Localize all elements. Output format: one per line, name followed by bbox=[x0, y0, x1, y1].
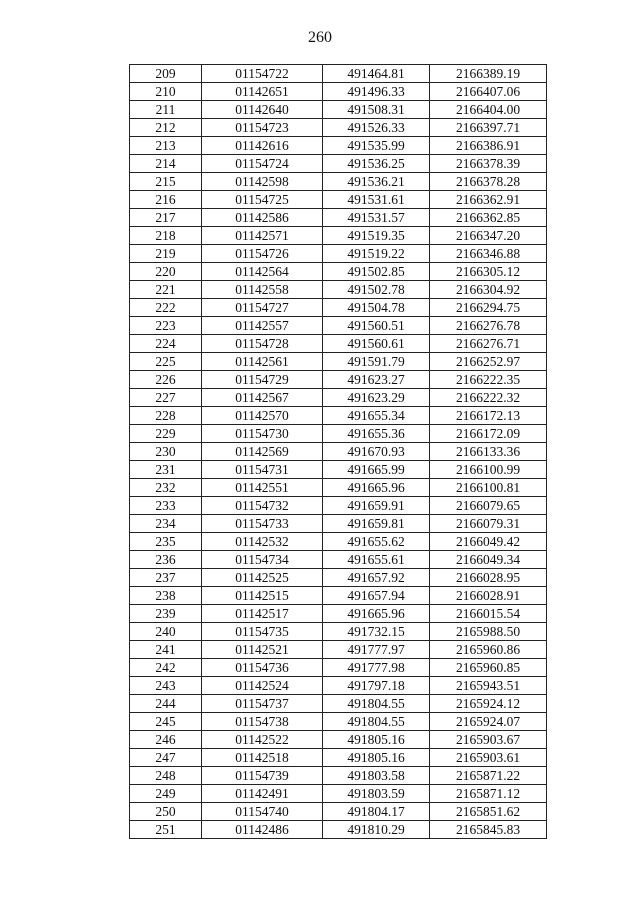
x-coordinate-cell: 491591.79 bbox=[323, 353, 430, 371]
x-coordinate-cell: 491655.61 bbox=[323, 551, 430, 569]
row-index-cell: 229 bbox=[130, 425, 202, 443]
y-coordinate-cell: 2166172.13 bbox=[430, 407, 547, 425]
point-id-cell: 01142522 bbox=[202, 731, 323, 749]
table-row bbox=[130, 515, 547, 533]
row-index-cell: 242 bbox=[130, 659, 202, 677]
table-row bbox=[130, 659, 547, 677]
point-id-cell: 01142532 bbox=[202, 533, 323, 551]
point-id-cell: 01154736 bbox=[202, 659, 323, 677]
table-row bbox=[130, 785, 547, 803]
y-coordinate-cell: 2165960.86 bbox=[430, 641, 547, 659]
y-coordinate-cell: 2166222.35 bbox=[430, 371, 547, 389]
point-id-cell: 01142486 bbox=[202, 821, 323, 839]
table-row bbox=[130, 119, 547, 137]
row-index-cell: 224 bbox=[130, 335, 202, 353]
x-coordinate-cell: 491803.59 bbox=[323, 785, 430, 803]
point-id-cell: 01154723 bbox=[202, 119, 323, 137]
x-coordinate-cell: 491804.17 bbox=[323, 803, 430, 821]
row-index-cell: 222 bbox=[130, 299, 202, 317]
row-index-cell: 220 bbox=[130, 263, 202, 281]
y-coordinate-cell: 2166015.54 bbox=[430, 605, 547, 623]
point-id-cell: 01142517 bbox=[202, 605, 323, 623]
table-row bbox=[130, 587, 547, 605]
y-coordinate-cell: 2166100.81 bbox=[430, 479, 547, 497]
y-coordinate-cell: 2166028.95 bbox=[430, 569, 547, 587]
row-index-cell: 249 bbox=[130, 785, 202, 803]
table-row bbox=[130, 803, 547, 821]
row-index-cell: 251 bbox=[130, 821, 202, 839]
table-row bbox=[130, 497, 547, 515]
point-id-cell: 01154733 bbox=[202, 515, 323, 533]
x-coordinate-cell: 491502.78 bbox=[323, 281, 430, 299]
y-coordinate-cell: 2166049.42 bbox=[430, 533, 547, 551]
point-id-cell: 01154724 bbox=[202, 155, 323, 173]
x-coordinate-cell: 491804.55 bbox=[323, 713, 430, 731]
point-id-cell: 01154732 bbox=[202, 497, 323, 515]
y-coordinate-cell: 2165960.85 bbox=[430, 659, 547, 677]
x-coordinate-cell: 491623.27 bbox=[323, 371, 430, 389]
y-coordinate-cell: 2166133.36 bbox=[430, 443, 547, 461]
row-index-cell: 237 bbox=[130, 569, 202, 587]
table-row bbox=[130, 821, 547, 839]
y-coordinate-cell: 2166276.71 bbox=[430, 335, 547, 353]
x-coordinate-cell: 491655.62 bbox=[323, 533, 430, 551]
point-id-cell: 01142567 bbox=[202, 389, 323, 407]
point-id-cell: 01142491 bbox=[202, 785, 323, 803]
y-coordinate-cell: 2165924.07 bbox=[430, 713, 547, 731]
point-id-cell: 01142561 bbox=[202, 353, 323, 371]
y-coordinate-cell: 2165851.62 bbox=[430, 803, 547, 821]
table-row bbox=[130, 83, 547, 101]
x-coordinate-cell: 491560.61 bbox=[323, 335, 430, 353]
row-index-cell: 245 bbox=[130, 713, 202, 731]
row-index-cell: 239 bbox=[130, 605, 202, 623]
row-index-cell: 212 bbox=[130, 119, 202, 137]
y-coordinate-cell: 2166397.71 bbox=[430, 119, 547, 137]
row-index-cell: 240 bbox=[130, 623, 202, 641]
point-id-cell: 01142557 bbox=[202, 317, 323, 335]
row-index-cell: 248 bbox=[130, 767, 202, 785]
point-id-cell: 01142598 bbox=[202, 173, 323, 191]
row-index-cell: 211 bbox=[130, 101, 202, 119]
x-coordinate-cell: 491531.61 bbox=[323, 191, 430, 209]
table-row bbox=[130, 479, 547, 497]
table-row bbox=[130, 227, 547, 245]
table-row bbox=[130, 389, 547, 407]
x-coordinate-cell: 491560.51 bbox=[323, 317, 430, 335]
row-index-cell: 232 bbox=[130, 479, 202, 497]
point-id-cell: 01142524 bbox=[202, 677, 323, 695]
table-row bbox=[130, 533, 547, 551]
row-index-cell: 247 bbox=[130, 749, 202, 767]
table-row bbox=[130, 551, 547, 569]
y-coordinate-cell: 2166346.88 bbox=[430, 245, 547, 263]
row-index-cell: 226 bbox=[130, 371, 202, 389]
table-row bbox=[130, 191, 547, 209]
x-coordinate-cell: 491665.99 bbox=[323, 461, 430, 479]
y-coordinate-cell: 2165988.50 bbox=[430, 623, 547, 641]
row-index-cell: 238 bbox=[130, 587, 202, 605]
row-index-cell: 214 bbox=[130, 155, 202, 173]
point-id-cell: 01142640 bbox=[202, 101, 323, 119]
x-coordinate-cell: 491805.16 bbox=[323, 749, 430, 767]
table-row bbox=[130, 713, 547, 731]
point-id-cell: 01142570 bbox=[202, 407, 323, 425]
y-coordinate-cell: 2165871.12 bbox=[430, 785, 547, 803]
point-id-cell: 01142571 bbox=[202, 227, 323, 245]
point-id-cell: 01142558 bbox=[202, 281, 323, 299]
point-id-cell: 01154734 bbox=[202, 551, 323, 569]
coordinates-table-body bbox=[130, 65, 547, 839]
x-coordinate-cell: 491508.31 bbox=[323, 101, 430, 119]
point-id-cell: 01142651 bbox=[202, 83, 323, 101]
table-row bbox=[130, 569, 547, 587]
row-index-cell: 244 bbox=[130, 695, 202, 713]
table-row bbox=[130, 101, 547, 119]
table-row bbox=[130, 731, 547, 749]
point-id-cell: 01154725 bbox=[202, 191, 323, 209]
x-coordinate-cell: 491623.29 bbox=[323, 389, 430, 407]
y-coordinate-cell: 2165943.51 bbox=[430, 677, 547, 695]
x-coordinate-cell: 491670.93 bbox=[323, 443, 430, 461]
table-row bbox=[130, 65, 547, 83]
row-index-cell: 228 bbox=[130, 407, 202, 425]
row-index-cell: 223 bbox=[130, 317, 202, 335]
point-id-cell: 01154738 bbox=[202, 713, 323, 731]
x-coordinate-cell: 491665.96 bbox=[323, 605, 430, 623]
table-row bbox=[130, 677, 547, 695]
point-id-cell: 01142586 bbox=[202, 209, 323, 227]
x-coordinate-cell: 491810.29 bbox=[323, 821, 430, 839]
row-index-cell: 243 bbox=[130, 677, 202, 695]
row-index-cell: 217 bbox=[130, 209, 202, 227]
y-coordinate-cell: 2166378.28 bbox=[430, 173, 547, 191]
row-index-cell: 218 bbox=[130, 227, 202, 245]
y-coordinate-cell: 2166407.06 bbox=[430, 83, 547, 101]
y-coordinate-cell: 2166172.09 bbox=[430, 425, 547, 443]
table-row bbox=[130, 695, 547, 713]
y-coordinate-cell: 2165845.83 bbox=[430, 821, 547, 839]
y-coordinate-cell: 2166304.92 bbox=[430, 281, 547, 299]
point-id-cell: 01154730 bbox=[202, 425, 323, 443]
x-coordinate-cell: 491526.33 bbox=[323, 119, 430, 137]
table-row bbox=[130, 281, 547, 299]
table-row bbox=[130, 353, 547, 371]
table-row bbox=[130, 173, 547, 191]
y-coordinate-cell: 2165903.67 bbox=[430, 731, 547, 749]
x-coordinate-cell: 491464.81 bbox=[323, 65, 430, 83]
x-coordinate-cell: 491659.81 bbox=[323, 515, 430, 533]
y-coordinate-cell: 2166079.65 bbox=[430, 497, 547, 515]
x-coordinate-cell: 491535.99 bbox=[323, 137, 430, 155]
x-coordinate-cell: 491504.78 bbox=[323, 299, 430, 317]
x-coordinate-cell: 491536.25 bbox=[323, 155, 430, 173]
y-coordinate-cell: 2166100.99 bbox=[430, 461, 547, 479]
y-coordinate-cell: 2166079.31 bbox=[430, 515, 547, 533]
point-id-cell: 01154739 bbox=[202, 767, 323, 785]
row-index-cell: 213 bbox=[130, 137, 202, 155]
row-index-cell: 231 bbox=[130, 461, 202, 479]
y-coordinate-cell: 2166347.20 bbox=[430, 227, 547, 245]
x-coordinate-cell: 491805.16 bbox=[323, 731, 430, 749]
coordinates-table bbox=[129, 64, 547, 839]
y-coordinate-cell: 2165871.22 bbox=[430, 767, 547, 785]
point-id-cell: 01142569 bbox=[202, 443, 323, 461]
point-id-cell: 01154722 bbox=[202, 65, 323, 83]
x-coordinate-cell: 491803.58 bbox=[323, 767, 430, 785]
y-coordinate-cell: 2165903.61 bbox=[430, 749, 547, 767]
x-coordinate-cell: 491519.22 bbox=[323, 245, 430, 263]
y-coordinate-cell: 2166362.85 bbox=[430, 209, 547, 227]
row-index-cell: 225 bbox=[130, 353, 202, 371]
point-id-cell: 01142515 bbox=[202, 587, 323, 605]
row-index-cell: 250 bbox=[130, 803, 202, 821]
row-index-cell: 209 bbox=[130, 65, 202, 83]
table-row bbox=[130, 407, 547, 425]
row-index-cell: 221 bbox=[130, 281, 202, 299]
row-index-cell: 219 bbox=[130, 245, 202, 263]
point-id-cell: 01154726 bbox=[202, 245, 323, 263]
x-coordinate-cell: 491732.15 bbox=[323, 623, 430, 641]
table-row bbox=[130, 245, 547, 263]
y-coordinate-cell: 2166294.75 bbox=[430, 299, 547, 317]
page-number: 260 bbox=[308, 29, 332, 46]
table-row bbox=[130, 137, 547, 155]
x-coordinate-cell: 491655.34 bbox=[323, 407, 430, 425]
x-coordinate-cell: 491519.35 bbox=[323, 227, 430, 245]
y-coordinate-cell: 2166389.19 bbox=[430, 65, 547, 83]
x-coordinate-cell: 491777.97 bbox=[323, 641, 430, 659]
row-index-cell: 234 bbox=[130, 515, 202, 533]
y-coordinate-cell: 2165924.12 bbox=[430, 695, 547, 713]
x-coordinate-cell: 491665.96 bbox=[323, 479, 430, 497]
y-coordinate-cell: 2166276.78 bbox=[430, 317, 547, 335]
y-coordinate-cell: 2166386.91 bbox=[430, 137, 547, 155]
point-id-cell: 01154740 bbox=[202, 803, 323, 821]
table-row bbox=[130, 749, 547, 767]
point-id-cell: 01154735 bbox=[202, 623, 323, 641]
row-index-cell: 227 bbox=[130, 389, 202, 407]
table-row bbox=[130, 335, 547, 353]
row-index-cell: 235 bbox=[130, 533, 202, 551]
point-id-cell: 01154728 bbox=[202, 335, 323, 353]
table-row bbox=[130, 299, 547, 317]
point-id-cell: 01154737 bbox=[202, 695, 323, 713]
y-coordinate-cell: 2166378.39 bbox=[430, 155, 547, 173]
x-coordinate-cell: 491502.85 bbox=[323, 263, 430, 281]
x-coordinate-cell: 491536.21 bbox=[323, 173, 430, 191]
table-row bbox=[130, 425, 547, 443]
x-coordinate-cell: 491659.91 bbox=[323, 497, 430, 515]
y-coordinate-cell: 2166222.32 bbox=[430, 389, 547, 407]
table-row bbox=[130, 371, 547, 389]
x-coordinate-cell: 491657.92 bbox=[323, 569, 430, 587]
row-index-cell: 230 bbox=[130, 443, 202, 461]
table-row bbox=[130, 623, 547, 641]
table-row bbox=[130, 461, 547, 479]
y-coordinate-cell: 2166404.00 bbox=[430, 101, 547, 119]
point-id-cell: 01142616 bbox=[202, 137, 323, 155]
row-index-cell: 215 bbox=[130, 173, 202, 191]
x-coordinate-cell: 491657.94 bbox=[323, 587, 430, 605]
x-coordinate-cell: 491496.33 bbox=[323, 83, 430, 101]
x-coordinate-cell: 491797.18 bbox=[323, 677, 430, 695]
row-index-cell: 246 bbox=[130, 731, 202, 749]
table-row bbox=[130, 767, 547, 785]
table-row bbox=[130, 209, 547, 227]
x-coordinate-cell: 491531.57 bbox=[323, 209, 430, 227]
row-index-cell: 233 bbox=[130, 497, 202, 515]
point-id-cell: 01154731 bbox=[202, 461, 323, 479]
y-coordinate-cell: 2166049.34 bbox=[430, 551, 547, 569]
point-id-cell: 01142525 bbox=[202, 569, 323, 587]
row-index-cell: 210 bbox=[130, 83, 202, 101]
table-row bbox=[130, 263, 547, 281]
y-coordinate-cell: 2166305.12 bbox=[430, 263, 547, 281]
table-row bbox=[130, 443, 547, 461]
table-row bbox=[130, 155, 547, 173]
x-coordinate-cell: 491777.98 bbox=[323, 659, 430, 677]
row-index-cell: 216 bbox=[130, 191, 202, 209]
point-id-cell: 01142518 bbox=[202, 749, 323, 767]
point-id-cell: 01154727 bbox=[202, 299, 323, 317]
point-id-cell: 01142521 bbox=[202, 641, 323, 659]
table-row bbox=[130, 317, 547, 335]
y-coordinate-cell: 2166028.91 bbox=[430, 587, 547, 605]
point-id-cell: 01142551 bbox=[202, 479, 323, 497]
point-id-cell: 01142564 bbox=[202, 263, 323, 281]
x-coordinate-cell: 491655.36 bbox=[323, 425, 430, 443]
table-row bbox=[130, 641, 547, 659]
point-id-cell: 01154729 bbox=[202, 371, 323, 389]
x-coordinate-cell: 491804.55 bbox=[323, 695, 430, 713]
table-row bbox=[130, 605, 547, 623]
y-coordinate-cell: 2166362.91 bbox=[430, 191, 547, 209]
row-index-cell: 241 bbox=[130, 641, 202, 659]
row-index-cell: 236 bbox=[130, 551, 202, 569]
y-coordinate-cell: 2166252.97 bbox=[430, 353, 547, 371]
